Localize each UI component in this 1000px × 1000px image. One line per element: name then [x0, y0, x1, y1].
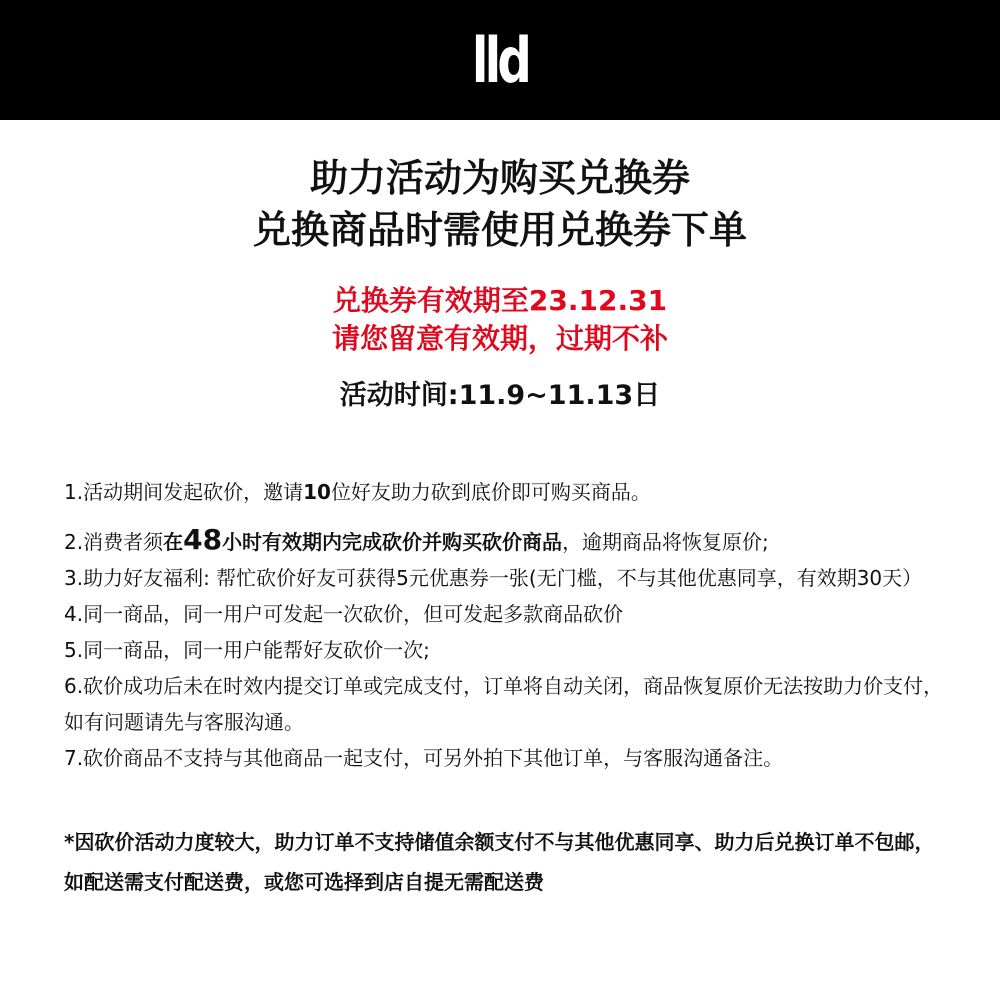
rule-item-2	[64, 522, 954, 560]
rule-item-5: 5.同一商品，同一用户能帮好友砍价一次;	[64, 638, 430, 662]
rule-2-text-b: 在	[163, 530, 184, 554]
rule-item-4: 4.同一商品，同一用户可发起一次砍价，但可发起多款商品砍价	[64, 602, 624, 626]
validity-notice	[0, 282, 1000, 358]
rule-item-1	[64, 474, 954, 510]
rule-item-3: 3.助力好友福利: 帮忙砍价好友可获得5元优惠券一张(无门槛，不与其他优惠同享，有效期30天）	[64, 566, 923, 590]
headline-line-2: 兑换商品时需使用兑换券下单	[252, 208, 747, 252]
headline-line-1: 助力活动为购买兑换券	[309, 156, 690, 200]
rule-item-7: 7.砍价商品不支持与其他商品一起支付，可另外拍下其他订单，与客服沟通备注。	[64, 746, 784, 770]
rule-2-text-a: 2.消费者须	[64, 530, 164, 554]
rule-1-text-c: 位好友助力砍到底价即可购买商品。	[330, 480, 651, 504]
rules-list	[64, 474, 954, 776]
activity-period: 活动时间:11.9~11.13日	[339, 380, 661, 411]
rule-2-hours: 48	[183, 523, 223, 556]
brand-logo: lld	[471, 23, 529, 97]
brand-header	[0, 0, 1000, 120]
headline	[0, 152, 1000, 256]
rule-item-6: 6.砍价成功后未在时效内提交订单或完成支付，订单将自动关闭，商品恢复原价无法按助力价支付，如有问题请先与客服沟通。	[64, 674, 944, 734]
rule-1-friend-count: 10	[303, 480, 331, 504]
rule-2-text-e: ，逾期商品将恢复原价;	[562, 530, 769, 554]
rule-1-text-a: 1.活动期间发起砍价，邀请	[64, 480, 304, 504]
footnote: *因砍价活动力度较大，助力订单不支持储值余额支付不与其他优惠同享、助力后兑换订单不包邮，如配送需支付配送费，或您可选择到店自提无需配送费	[64, 830, 935, 894]
validity-notice-line-1: 兑换券有效期至23.12.31	[332, 284, 668, 317]
rule-2-text-d: 小时有效期内完成砍价并购买砍价商品	[222, 530, 563, 554]
validity-notice-line-2: 请您留意有效期，过期不补	[331, 322, 668, 355]
